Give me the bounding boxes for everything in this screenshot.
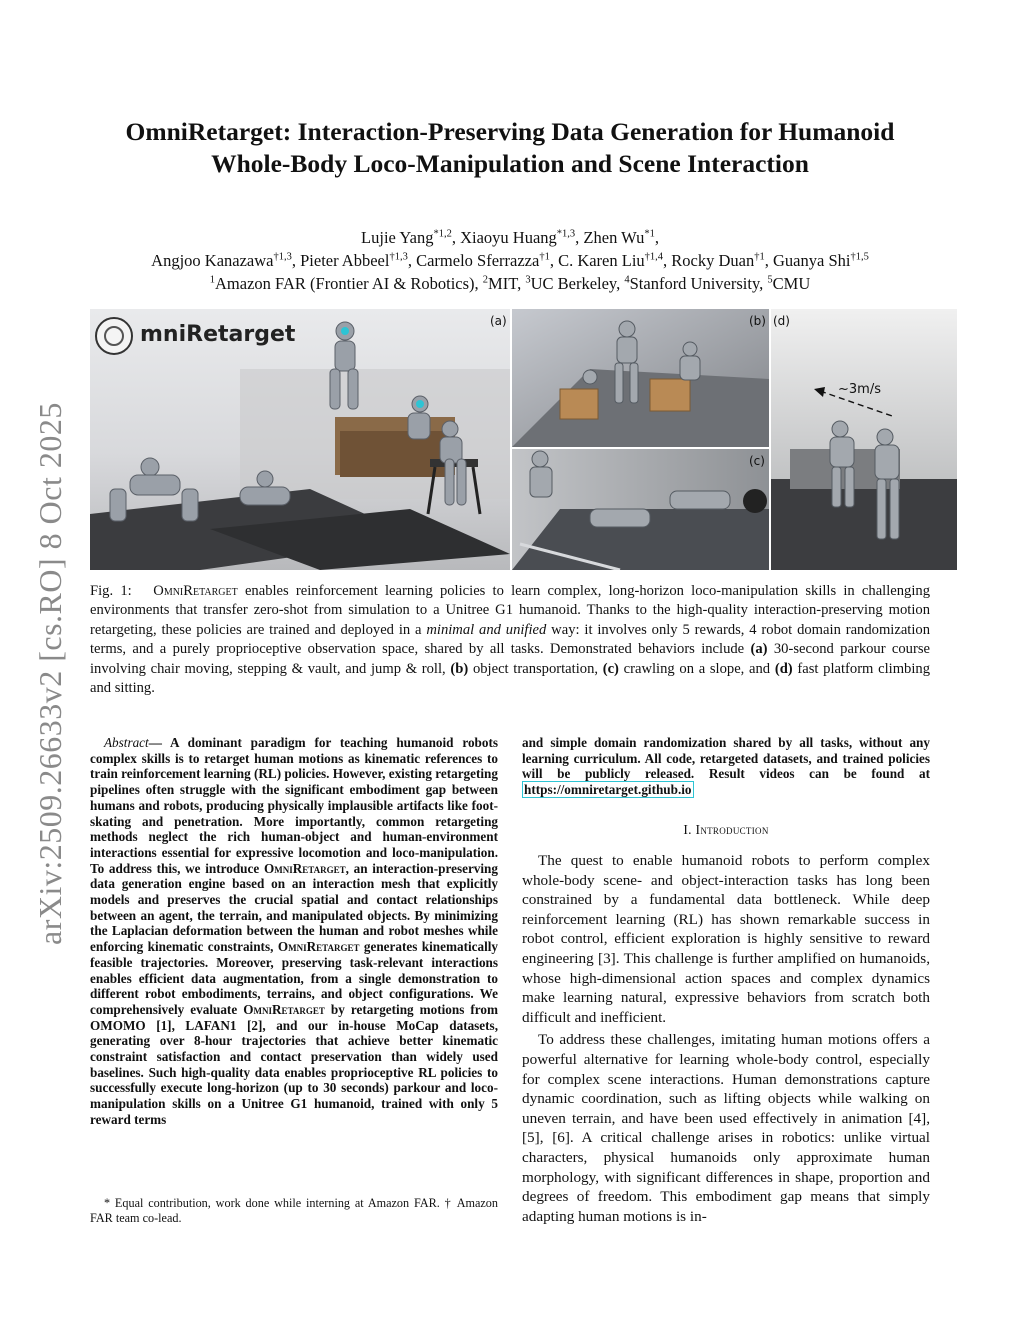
intro-paragraph-2: To address these challenges, imitating human motions offers a powerful alternative for learning whole-body control, especially for complex scene interactions. Human demonstrations capture dynamic coordination, such as lifting objects while walking on uneven terrain, and have been used effectively in animation [4], [5], [6]. A critical challenge arises in robotics: unlike virtual characters, physical humanoids only approximate human morphology, with significant differences in shape, proportion and degrees of freedom. This embodiment gap means that simply adapting human motions is in- <box>522 1031 930 1225</box>
author-superscript: *1 <box>644 228 655 240</box>
author-separator: , <box>764 251 773 270</box>
author-separator: , <box>407 251 417 270</box>
caption-label-c: (c) <box>602 660 619 677</box>
caption-text-5: crawling on a slope, and <box>618 660 775 677</box>
author-separator: , <box>549 251 559 270</box>
section-title: Introduction <box>695 822 769 837</box>
abstract-text-4: by retargeting motions from OMOMO [1], LAFAN1 [2], and our in-house MoCap datasets, generating over 8-hour trajectories that achieve better kinematic constraint satisfaction and contact preservation than widely used baselines. Such high-quality data enables proprioceptive RL policies to successfully execute long-horizon (up to 30 seconds) parkour and loco-manipulation skills on a Unitree G1 humanoid, trained with only 5 reward terms <box>90 1001 498 1127</box>
panel-b-photo <box>512 309 769 447</box>
abstract-text-1: A dominant paradigm for teaching humanoid robots complex skills is to retarget human motions as kinematic references to train reinforcement learning (RL) policies. However, existing retargeting pipelines often struggle with the significant embodiment gap between humans and robots, producing physically implausible artifacts like foot-skating and penetration. More importantly, common retargeting methods neglect the rich human-object and human-environment interactions essential for expressive locomotion and loco-manipulation. To address this, we introduce <box>90 735 498 876</box>
speed-annotation: ~3m/s <box>838 382 881 397</box>
figure-caption <box>90 582 930 698</box>
abstract-right-column <box>522 735 930 798</box>
abstract-method-name-1: OmniRetarget <box>263 860 346 876</box>
section-number: I. <box>683 822 696 837</box>
author-superscript: †1,5 <box>850 251 869 263</box>
author-name: Lujie Yang <box>361 228 434 247</box>
author-line-1 <box>90 226 930 249</box>
paper-title <box>90 116 930 180</box>
panel-label-a: (a) <box>490 314 507 328</box>
author-name: Rocky Duan <box>671 251 755 270</box>
footnote <box>90 1196 498 1226</box>
affiliation-name: UC Berkeley, <box>530 274 625 293</box>
panel-a-photo <box>90 309 510 570</box>
teaser-figure <box>90 309 957 570</box>
intro-paragraph-1: The quest to enable humanoid robots to perform complex whole-body scene- and object-interaction tasks has long been constrained by a fundamental data bottleneck. While deep reinforcement learning (RL) has shown remarkable success in robot control, efficient exploration is highly sensitive to reward engineering [3]. This challenge is further amplified on humanoids, whose high-dimensional action spaces and complex dynamics make learning natural, expressive behaviors from scratch both difficult and inefficient. <box>522 852 930 1026</box>
author-name: C. Karen Liu <box>558 251 645 270</box>
author-superscript: †1 <box>539 251 550 263</box>
author-separator: , <box>575 228 584 247</box>
affiliation-name: CMU <box>772 274 811 293</box>
author-separator: , <box>451 228 461 247</box>
author-line-2 <box>90 249 930 272</box>
author-superscript: *1,3 <box>556 228 576 240</box>
affiliation-name: Stanford University, <box>629 274 768 293</box>
author-block <box>90 226 930 295</box>
caption-text-1: enables reinforcement learning policies to learn complex, long-horizon loco-manipulation skills in challenging environments that transfer zero-shot from simulation to a Unitree G1 humanoid. Thanks to the high-quality interaction-preserving motion retargeting, these policies are trained and deployed in a <box>90 583 930 638</box>
abstract-text-5: and simple domain randomization shared by all tasks, without any learning curriculum. All code, retargeted datasets, and trained policies will be publicly released. Result videos can be found at <box>522 735 930 782</box>
affiliation-line <box>90 272 930 295</box>
affiliation-name: Amazon FAR (Frontier AI & Robotics), <box>215 274 483 293</box>
panel-label-b: (b) <box>749 314 766 328</box>
caption-text-4: object transportation, <box>468 660 603 677</box>
abstract-text-2: , an interaction-preserving data generation engine based on an interaction mesh that explicitly models and preserves the crucial spatial and contact relationships between an agent, the terrain, and manipulated objects. By minimizing the Laplacian deformation between the human and robot meshes while enforcing kinematic constraints, <box>90 860 498 955</box>
caption-text-2: way: it involves only 5 rewards, 4 robot domain randomization terms, and a purely proprioceptive observation space, shared by all tasks. Demonstrated behaviors include <box>90 621 931 658</box>
affiliation-superscript: 5 <box>767 274 773 286</box>
caption-prefix: Fig. 1: <box>90 583 132 599</box>
author-separator: , <box>654 228 659 247</box>
footnote-text: * Equal contribution, work done while interning at Amazon FAR. † Amazon FAR team co-lead. <box>90 1196 498 1225</box>
project-link[interactable]: https://omniretarget.github.io <box>524 782 692 798</box>
panel-label-d: (d) <box>773 314 790 328</box>
caption-label-b: (b) <box>450 660 469 677</box>
author-separator: , <box>291 251 301 270</box>
abstract-label: Abstract <box>104 735 149 750</box>
affiliation-superscript: 1 <box>209 274 215 286</box>
affiliation-superscript: 2 <box>482 274 489 286</box>
section-heading-introduction <box>522 822 930 838</box>
affiliation-name: MIT, <box>488 274 526 293</box>
omniretarget-logo-text: mniRetarget <box>140 322 296 347</box>
affiliation-superscript: 3 <box>525 274 531 286</box>
abstract-dash: — <box>148 735 170 750</box>
author-superscript: †1 <box>754 251 765 263</box>
author-name: Pieter Abbeel <box>300 251 390 270</box>
author-superscript: †1,4 <box>644 251 664 263</box>
panel-d-photo <box>771 309 957 570</box>
title-line-1: OmniRetarget: Interaction-Preserving Data Generation for Humanoid <box>125 117 895 146</box>
abstract-left-column <box>90 735 498 1128</box>
teaser-photo-collage <box>90 309 957 570</box>
arxiv-identifier: arXiv:2509.26633v2 [cs.RO] 8 Oct 2025 <box>32 402 68 945</box>
caption-text-6: fast platform climbing and sitting. <box>90 660 930 697</box>
affiliation-superscript: 4 <box>624 274 630 286</box>
abstract-method-name-3: OmniRetarget <box>243 1001 325 1017</box>
author-name: Carmelo Sferrazza <box>416 251 540 270</box>
author-separator: , <box>663 251 672 270</box>
author-name: Zhen Wu <box>583 228 645 247</box>
caption-label-d: (d) <box>774 660 793 677</box>
author-name: Angjoo Kanazawa <box>151 251 274 270</box>
caption-method-name: OmniRetarget <box>153 583 238 599</box>
abstract-method-name-2: OmniRetarget <box>277 939 360 955</box>
author-superscript: †1,3 <box>273 251 292 263</box>
panel-c-photo <box>512 449 769 570</box>
title-line-2: Whole-Body Loco-Manipulation and Scene Interaction <box>211 149 809 178</box>
panel-label-c: (c) <box>749 454 765 468</box>
caption-label-a: (a) <box>750 641 768 658</box>
introduction-body <box>522 851 930 1226</box>
author-name: Xiaoyu Huang <box>460 228 557 247</box>
caption-text-3: 30-second parkour course involving chair moving, stepping & vault, and jump & roll, <box>90 641 930 677</box>
author-superscript: †1,3 <box>389 251 408 263</box>
abstract-text-3: generates kinematically feasible trajectories. Moreover, preserving task-relevant interactions enables efficient data augmentation, from a single demonstration to different robot embodiments, terrains, and object configurations. We comprehensively evaluate <box>90 939 498 1017</box>
author-superscript: *1,2 <box>433 228 452 240</box>
caption-emphasis: minimal and unified <box>426 621 547 638</box>
author-name: Guanya Shi <box>773 251 851 270</box>
